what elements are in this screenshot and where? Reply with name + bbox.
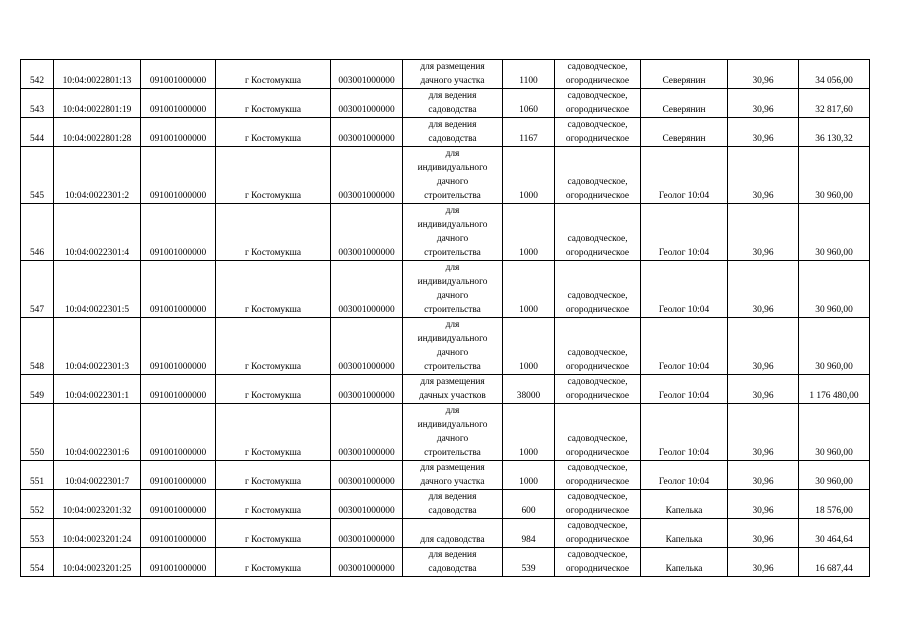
cell-cadastral-value: 1 176 480,00 (799, 375, 870, 404)
cell-cadastral-number: 10:04:0022301:2 (54, 147, 141, 204)
cell-land-category (555, 490, 641, 519)
cell-settlement-name: Геолог 10:04 (641, 375, 728, 404)
cell-cadastral-value: 30 960,00 (799, 204, 870, 261)
cell-oktmo-code: 003001000000 (331, 490, 403, 519)
cell-land-category-line: садоводческое, (567, 492, 628, 502)
cell-permitted-use-line: садоводства (428, 134, 477, 144)
cell-row-number: 554 (21, 548, 54, 577)
cell-area: 600 (503, 490, 555, 519)
cell-land-category-line: садоводческое, (567, 463, 628, 473)
cell-land-category (555, 404, 641, 461)
cell-permitted-use (403, 519, 503, 548)
cell-rate: 30,96 (728, 261, 799, 318)
cell-land-category-line: огородническое (565, 191, 630, 201)
cell-cadastral-number: 10:04:0023201:24 (54, 519, 141, 548)
cell-area: 984 (503, 519, 555, 548)
cell-permitted-use-line: дачного участка (420, 477, 485, 487)
cell-locality: г Костомукша (216, 261, 331, 318)
cell-row-number: 548 (21, 318, 54, 375)
cell-land-category-line: огородническое (565, 506, 630, 516)
cell-permitted-use-line: для ведения (428, 91, 477, 101)
cell-permitted-use (403, 318, 503, 375)
cell-permitted-use-line: дачного (436, 234, 469, 244)
cell-okato-code: 091001000000 (141, 204, 216, 261)
cell-land-category (555, 204, 641, 261)
cell-permitted-use (403, 461, 503, 490)
cell-permitted-use-line: для ведения (428, 120, 477, 130)
cell-permitted-use (403, 375, 503, 404)
table-row (21, 490, 870, 519)
cell-permitted-use-line: индивидуального (417, 163, 488, 173)
cell-permitted-use-line: для размещения (420, 62, 485, 72)
cell-permitted-use (403, 147, 503, 204)
cell-okato-code: 091001000000 (141, 490, 216, 519)
cell-land-category-line: садоводческое, (567, 550, 628, 560)
cell-okato-code: 091001000000 (141, 318, 216, 375)
cell-settlement-name: Геолог 10:04 (641, 461, 728, 490)
cell-settlement-name: Капелька (641, 548, 728, 577)
cell-oktmo-code: 003001000000 (331, 519, 403, 548)
cell-cadastral-value: 18 576,00 (799, 490, 870, 519)
table-row (21, 519, 870, 548)
cell-land-category (555, 89, 641, 118)
cell-rate: 30,96 (728, 318, 799, 375)
table-row (21, 461, 870, 490)
cell-land-category (555, 118, 641, 147)
cell-okato-code: 091001000000 (141, 404, 216, 461)
cell-permitted-use-line: для садоводства (420, 535, 485, 545)
cell-okato-code: 091001000000 (141, 461, 216, 490)
cell-land-category-line: огородническое (565, 76, 630, 86)
cell-area: 1000 (503, 404, 555, 461)
cell-settlement-name: Северянин (641, 118, 728, 147)
cell-land-category-line: садоводческое, (567, 521, 628, 531)
cell-area: 1000 (503, 461, 555, 490)
cell-okato-code: 091001000000 (141, 60, 216, 89)
cell-permitted-use-line: садоводства (428, 105, 477, 115)
cell-permitted-use-line: садоводства (428, 506, 477, 516)
cell-settlement-name: Северянин (641, 89, 728, 118)
cell-row-number: 543 (21, 89, 54, 118)
cell-locality: г Костомукша (216, 118, 331, 147)
cell-cadastral-value: 16 687,44 (799, 548, 870, 577)
cell-okato-code: 091001000000 (141, 89, 216, 118)
cell-permitted-use-line: дачного (436, 348, 469, 358)
cell-permitted-use (403, 261, 503, 318)
cell-cadastral-number: 10:04:0022301:4 (54, 204, 141, 261)
cell-permitted-use-line: дачного (436, 434, 469, 444)
cell-area: 1000 (503, 204, 555, 261)
cell-rate: 30,96 (728, 548, 799, 577)
cell-row-number: 549 (21, 375, 54, 404)
cell-permitted-use-line: для (445, 263, 460, 273)
cell-rate: 30,96 (728, 490, 799, 519)
cell-oktmo-code: 003001000000 (331, 375, 403, 404)
cell-land-category (555, 548, 641, 577)
cell-settlement-name: Капелька (641, 490, 728, 519)
cell-land-category-line: огородническое (565, 134, 630, 144)
cell-cadastral-value: 30 464,64 (799, 519, 870, 548)
cell-cadastral-number: 10:04:0022301:7 (54, 461, 141, 490)
cell-permitted-use-line: строительства (424, 448, 481, 458)
table-row (21, 89, 870, 118)
cell-land-category-line: огородническое (565, 564, 630, 574)
cell-permitted-use-line: индивидуального (417, 334, 488, 344)
cell-settlement-name: Северянин (641, 60, 728, 89)
cell-cadastral-number: 10:04:0022801:28 (54, 118, 141, 147)
cell-oktmo-code: 003001000000 (331, 261, 403, 318)
cell-permitted-use-line: строительства (424, 305, 481, 315)
table-row (21, 118, 870, 147)
cell-row-number: 544 (21, 118, 54, 147)
cell-rate: 30,96 (728, 60, 799, 89)
cell-permitted-use (403, 490, 503, 519)
cell-area: 539 (503, 548, 555, 577)
cell-permitted-use (403, 204, 503, 261)
cell-oktmo-code: 003001000000 (331, 89, 403, 118)
cell-permitted-use-line: для (445, 206, 460, 216)
table-row (21, 548, 870, 577)
cell-permitted-use (403, 60, 503, 89)
cell-land-category-line: огородническое (565, 305, 630, 315)
cell-locality: г Костомукша (216, 318, 331, 375)
cell-oktmo-code: 003001000000 (331, 60, 403, 89)
cell-oktmo-code: 003001000000 (331, 548, 403, 577)
cell-cadastral-value: 32 817,60 (799, 89, 870, 118)
cell-land-category-line: садоводческое, (567, 120, 628, 130)
land-plots-table (20, 59, 870, 577)
cell-locality: г Костомукша (216, 147, 331, 204)
cell-permitted-use-line: для размещения (420, 463, 485, 473)
cell-locality: г Костомукша (216, 490, 331, 519)
cell-area: 1060 (503, 89, 555, 118)
cell-cadastral-value: 36 130,32 (799, 118, 870, 147)
cell-permitted-use-line: индивидуального (417, 277, 488, 287)
cell-land-category (555, 60, 641, 89)
cell-land-category (555, 375, 641, 404)
cell-row-number: 547 (21, 261, 54, 318)
cell-rate: 30,96 (728, 147, 799, 204)
cell-okato-code: 091001000000 (141, 519, 216, 548)
cell-row-number: 545 (21, 147, 54, 204)
cell-locality: г Костомукша (216, 404, 331, 461)
cell-oktmo-code: 003001000000 (331, 147, 403, 204)
table-row (21, 261, 870, 318)
cell-cadastral-value: 30 960,00 (799, 461, 870, 490)
cell-area: 1167 (503, 118, 555, 147)
cell-rate: 30,96 (728, 118, 799, 147)
cell-locality: г Костомукша (216, 375, 331, 404)
table-row (21, 404, 870, 461)
table-row (21, 375, 870, 404)
cell-land-category (555, 461, 641, 490)
cell-okato-code: 091001000000 (141, 548, 216, 577)
cell-land-category-line: садоводческое, (567, 291, 628, 301)
cell-land-category (555, 147, 641, 204)
cell-area: 1000 (503, 261, 555, 318)
cell-locality: г Костомукша (216, 60, 331, 89)
cell-cadastral-number: 10:04:0022301:5 (54, 261, 141, 318)
cell-land-category (555, 318, 641, 375)
cell-permitted-use (403, 404, 503, 461)
cell-permitted-use-line: садоводства (428, 564, 477, 574)
cell-row-number: 551 (21, 461, 54, 490)
cell-locality: г Костомукша (216, 519, 331, 548)
cell-oktmo-code: 003001000000 (331, 461, 403, 490)
cell-okato-code: 091001000000 (141, 261, 216, 318)
cell-permitted-use-line: индивидуального (417, 420, 488, 430)
cell-row-number: 550 (21, 404, 54, 461)
cell-cadastral-value: 30 960,00 (799, 261, 870, 318)
cell-permitted-use-line: дачного участка (420, 76, 485, 86)
cell-permitted-use-line: для размещения (420, 377, 485, 387)
cell-row-number: 546 (21, 204, 54, 261)
cell-land-category-line: садоводческое, (567, 91, 628, 101)
cell-permitted-use-line: строительства (424, 191, 481, 201)
cell-land-category-line: огородническое (565, 448, 630, 458)
cell-permitted-use (403, 89, 503, 118)
cell-permitted-use-line: дачных участков (419, 391, 486, 401)
cell-land-category-line: садоводческое, (567, 177, 628, 187)
cell-land-category-line: садоводческое, (567, 62, 628, 72)
cell-permitted-use-line: строительства (424, 248, 481, 258)
cell-rate: 30,96 (728, 519, 799, 548)
cell-row-number: 542 (21, 60, 54, 89)
cell-cadastral-number: 10:04:0022301:6 (54, 404, 141, 461)
cell-settlement-name: Геолог 10:04 (641, 204, 728, 261)
cell-land-category-line: огородническое (565, 391, 630, 401)
cell-locality: г Костомукша (216, 89, 331, 118)
cell-locality: г Костомукша (216, 548, 331, 577)
cell-oktmo-code: 003001000000 (331, 404, 403, 461)
cell-permitted-use-line: для (445, 406, 460, 416)
cell-area: 1000 (503, 147, 555, 204)
cell-settlement-name: Капелька (641, 519, 728, 548)
cell-rate: 30,96 (728, 89, 799, 118)
cell-cadastral-number: 10:04:0023201:32 (54, 490, 141, 519)
table-row (21, 147, 870, 204)
table-row (21, 204, 870, 261)
cell-permitted-use-line: строительства (424, 362, 481, 372)
cell-cadastral-number: 10:04:0022801:13 (54, 60, 141, 89)
cell-oktmo-code: 003001000000 (331, 204, 403, 261)
cell-okato-code: 091001000000 (141, 147, 216, 204)
cell-land-category-line: огородническое (565, 535, 630, 545)
cell-rate: 30,96 (728, 204, 799, 261)
table-row (21, 318, 870, 375)
cell-land-category-line: садоводческое, (567, 377, 628, 387)
cell-settlement-name: Геолог 10:04 (641, 404, 728, 461)
cell-settlement-name: Геолог 10:04 (641, 318, 728, 375)
cell-land-category-line: огородническое (565, 477, 630, 487)
cell-land-category-line: огородническое (565, 248, 630, 258)
cell-locality: г Костомукша (216, 461, 331, 490)
cell-area: 1100 (503, 60, 555, 89)
cell-land-category (555, 519, 641, 548)
cell-okato-code: 091001000000 (141, 118, 216, 147)
cell-settlement-name: Геолог 10:04 (641, 147, 728, 204)
cell-cadastral-number: 10:04:0022301:1 (54, 375, 141, 404)
cell-settlement-name: Геолог 10:04 (641, 261, 728, 318)
cell-permitted-use-line: индивидуального (417, 220, 488, 230)
cell-permitted-use-line: для (445, 149, 460, 159)
cell-rate: 30,96 (728, 404, 799, 461)
cell-cadastral-number: 10:04:0023201:25 (54, 548, 141, 577)
cell-locality: г Костомукша (216, 204, 331, 261)
cell-land-category-line: садоводческое, (567, 434, 628, 444)
cell-land-category-line: огородническое (565, 105, 630, 115)
cell-land-category-line: садоводческое, (567, 348, 628, 358)
cell-permitted-use-line: для (445, 320, 460, 330)
cell-permitted-use-line: дачного (436, 177, 469, 187)
cell-cadastral-value: 30 960,00 (799, 147, 870, 204)
cell-land-category-line: огородническое (565, 362, 630, 372)
cell-land-category (555, 261, 641, 318)
cell-okato-code: 091001000000 (141, 375, 216, 404)
cell-area: 38000 (503, 375, 555, 404)
cell-oktmo-code: 003001000000 (331, 318, 403, 375)
cell-cadastral-value: 34 056,00 (799, 60, 870, 89)
cell-oktmo-code: 003001000000 (331, 118, 403, 147)
cell-cadastral-number: 10:04:0022801:19 (54, 89, 141, 118)
cell-rate: 30,96 (728, 461, 799, 490)
cell-area: 1000 (503, 318, 555, 375)
cell-rate: 30,96 (728, 375, 799, 404)
cell-permitted-use-line: дачного (436, 291, 469, 301)
cell-row-number: 553 (21, 519, 54, 548)
cell-cadastral-value: 30 960,00 (799, 404, 870, 461)
table-row (21, 60, 870, 89)
cell-permitted-use (403, 118, 503, 147)
cell-cadastral-number: 10:04:0022301:3 (54, 318, 141, 375)
cell-cadastral-value: 30 960,00 (799, 318, 870, 375)
cell-row-number: 552 (21, 490, 54, 519)
cell-permitted-use (403, 548, 503, 577)
cell-permitted-use-line: для ведения (428, 550, 477, 560)
cell-permitted-use-line: для ведения (428, 492, 477, 502)
cell-land-category-line: садоводческое, (567, 234, 628, 244)
